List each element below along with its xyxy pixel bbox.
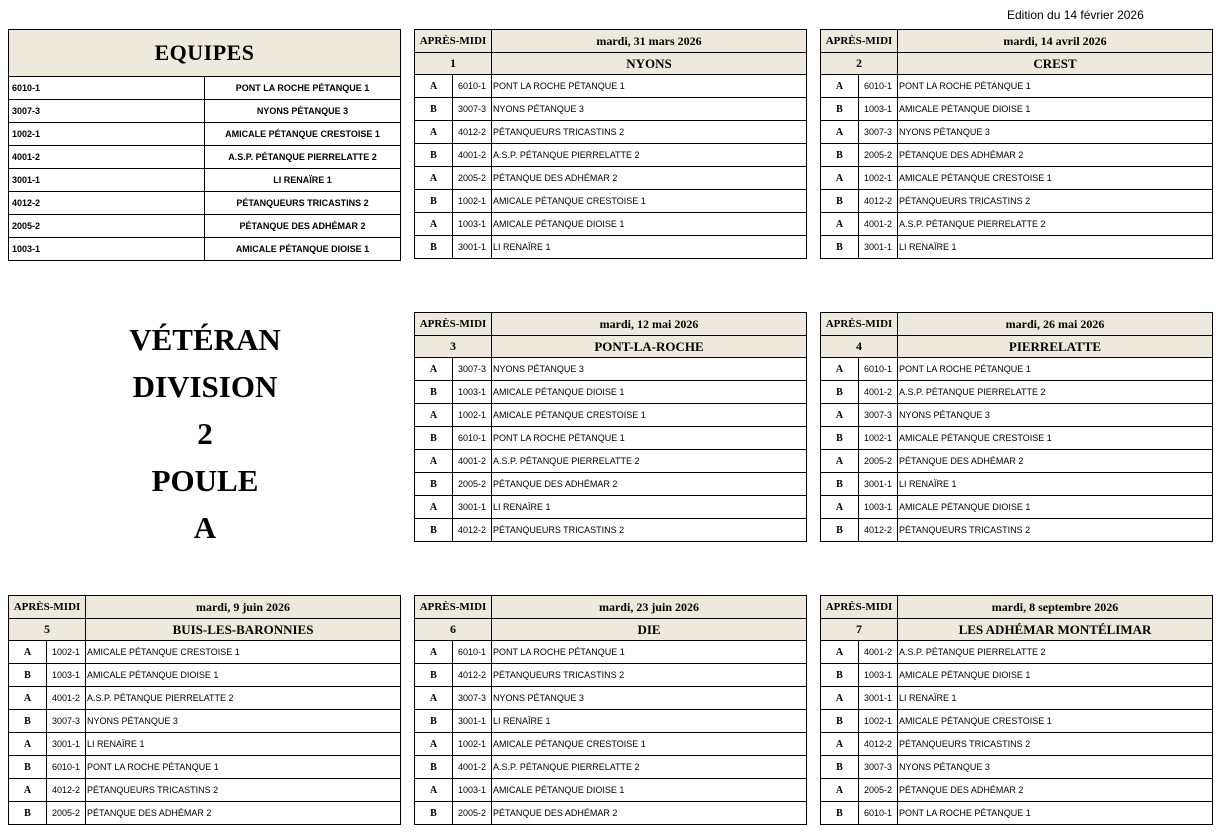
group-letter: A: [821, 496, 859, 519]
match-row: [9, 664, 401, 687]
team-code: 4012-2: [859, 190, 898, 213]
team-name: PÉTANQUE DES ADHÉMAR 2: [492, 473, 807, 496]
team-name: NYONS PÉTANQUE 3: [898, 121, 1213, 144]
group-letter: A: [821, 167, 859, 190]
group-letter: B: [821, 802, 859, 825]
group-letter: A: [821, 358, 859, 381]
team-name: PÉTANQUEURS TRICASTINS 2: [492, 519, 807, 542]
team-name: NYONS PÉTANQUE 3: [492, 98, 807, 121]
match-row: [9, 733, 401, 756]
group-letter: B: [821, 144, 859, 167]
team-code: 1002-1: [47, 641, 86, 664]
group-letter: A: [9, 733, 47, 756]
match-date: mardi, 26 mai 2026: [898, 313, 1213, 336]
match-row: [415, 121, 807, 144]
team-name: A.S.P. PÉTANQUE PIERRELATTE 2: [492, 756, 807, 779]
match-row: [821, 236, 1213, 259]
team-code: 4012-2: [453, 121, 492, 144]
team-code: 1003-1: [859, 98, 898, 121]
team-name: PONT LA ROCHE PÉTANQUE 1: [898, 358, 1213, 381]
team-name: AMICALE PÉTANQUE DIOISE 1: [898, 496, 1213, 519]
group-letter: B: [821, 381, 859, 404]
team-code: 4012-2: [453, 664, 492, 687]
team-code: 1002-1: [453, 404, 492, 427]
teams-table-title: EQUIPES: [9, 30, 401, 77]
team-code: 3001-1: [9, 169, 205, 192]
match-row: [821, 496, 1213, 519]
match-row: [415, 213, 807, 236]
team-name: NYONS PÉTANQUE 3: [205, 100, 401, 123]
match-row: [821, 144, 1213, 167]
match-row: [9, 779, 401, 802]
team-name: AMICALE PÉTANQUE CRESTOISE 1: [492, 404, 807, 427]
match-date: mardi, 8 septembre 2026: [898, 596, 1213, 619]
match-row: [415, 427, 807, 450]
team-name: A.S.P. PÉTANQUE PIERRELATTE 2: [898, 641, 1213, 664]
team-name: AMICALE PÉTANQUE DIOISE 1: [898, 98, 1213, 121]
session-label: APRÈS-MIDI: [821, 30, 898, 53]
team-code: 4001-2: [47, 687, 86, 710]
match-row: [821, 710, 1213, 733]
group-letter: A: [821, 687, 859, 710]
match-location: CREST: [898, 53, 1213, 75]
team-code: 4001-2: [453, 144, 492, 167]
team-name: PÉTANQUEURS TRICASTINS 2: [492, 664, 807, 687]
match-row: [821, 641, 1213, 664]
team-code: 1003-1: [453, 381, 492, 404]
match-row: [415, 519, 807, 542]
match-location: NYONS: [492, 53, 807, 75]
group-letter: B: [821, 473, 859, 496]
match-row: [415, 381, 807, 404]
team-code: 1002-1: [453, 190, 492, 213]
team-code: 4001-2: [859, 213, 898, 236]
match-row: [415, 358, 807, 381]
team-code: 3007-3: [859, 404, 898, 427]
team-code: 1002-1: [859, 710, 898, 733]
round-number: 6: [415, 619, 492, 641]
match-row: [415, 756, 807, 779]
team-name: A.S.P. PÉTANQUE PIERRELATTE 2: [205, 146, 401, 169]
team-code: 3007-3: [453, 98, 492, 121]
team-code: 4012-2: [859, 733, 898, 756]
match-row: [415, 190, 807, 213]
match-row: [9, 687, 401, 710]
team-row: [9, 123, 401, 146]
group-letter: B: [821, 98, 859, 121]
team-name: AMICALE PÉTANQUE CRESTOISE 1: [492, 190, 807, 213]
team-code: 6010-1: [859, 358, 898, 381]
team-code: 1002-1: [453, 733, 492, 756]
group-letter: A: [821, 121, 859, 144]
title-line: POULE: [151, 463, 259, 498]
division-title: [110, 316, 300, 551]
group-letter: B: [415, 144, 453, 167]
team-name: PÉTANQUEURS TRICASTINS 2: [898, 519, 1213, 542]
team-name: LI RENAÏRE 1: [898, 473, 1213, 496]
team-row: [9, 238, 401, 261]
team-code: 1002-1: [9, 123, 205, 146]
team-name: LI RENAÏRE 1: [898, 687, 1213, 710]
team-name: A.S.P. PÉTANQUE PIERRELATTE 2: [492, 450, 807, 473]
team-code: 1003-1: [9, 238, 205, 261]
group-letter: A: [415, 733, 453, 756]
teams-table: [8, 29, 401, 261]
team-name: PONT LA ROCHE PÉTANQUE 1: [492, 641, 807, 664]
group-letter: B: [821, 236, 859, 259]
team-name: LI RENAÏRE 1: [492, 496, 807, 519]
group-letter: B: [9, 710, 47, 733]
match-row: [821, 664, 1213, 687]
team-code: 2005-2: [859, 144, 898, 167]
session-label: APRÈS-MIDI: [415, 30, 492, 53]
team-code: 4001-2: [859, 641, 898, 664]
match-row: [415, 710, 807, 733]
group-letter: A: [9, 641, 47, 664]
round-number: 7: [821, 619, 898, 641]
match-row: [415, 404, 807, 427]
match-row: [821, 450, 1213, 473]
match-row: [821, 167, 1213, 190]
team-name: AMICALE PÉTANQUE DIOISE 1: [492, 213, 807, 236]
match-row: [415, 450, 807, 473]
group-letter: A: [9, 779, 47, 802]
team-name: PÉTANQUE DES ADHÉMAR 2: [492, 167, 807, 190]
match-row: [821, 404, 1213, 427]
group-letter: B: [821, 519, 859, 542]
group-letter: A: [9, 687, 47, 710]
round-number: 5: [9, 619, 86, 641]
match-row: [821, 519, 1213, 542]
team-name: NYONS PÉTANQUE 3: [898, 404, 1213, 427]
team-code: 3007-3: [453, 687, 492, 710]
team-name: AMICALE PÉTANQUE CRESTOISE 1: [86, 641, 401, 664]
team-name: LI RENAÏRE 1: [898, 236, 1213, 259]
match-row: [821, 190, 1213, 213]
round-number: 1: [415, 53, 492, 75]
team-name: AMICALE PÉTANQUE DIOISE 1: [205, 238, 401, 261]
group-letter: A: [415, 450, 453, 473]
group-letter: B: [415, 802, 453, 825]
team-code: 2005-2: [453, 473, 492, 496]
team-code: 3007-3: [859, 756, 898, 779]
team-row: [9, 77, 401, 100]
session-label: APRÈS-MIDI: [415, 313, 492, 336]
team-code: 1003-1: [47, 664, 86, 687]
round-number: 3: [415, 336, 492, 358]
team-name: A.S.P. PÉTANQUE PIERRELATTE 2: [492, 144, 807, 167]
team-code: 6010-1: [453, 427, 492, 450]
team-code: 4012-2: [453, 519, 492, 542]
team-code: 2005-2: [859, 450, 898, 473]
group-letter: B: [415, 381, 453, 404]
group-letter: B: [415, 236, 453, 259]
group-letter: A: [821, 404, 859, 427]
team-code: 6010-1: [9, 77, 205, 100]
team-name: PÉTANQUE DES ADHÉMAR 2: [898, 779, 1213, 802]
team-code: 3001-1: [47, 733, 86, 756]
match-row: [821, 358, 1213, 381]
match-date: mardi, 31 mars 2026: [492, 30, 807, 53]
team-code: 4001-2: [453, 756, 492, 779]
team-code: 1003-1: [453, 213, 492, 236]
session-label: APRÈS-MIDI: [9, 596, 86, 619]
team-name: LI RENAÏRE 1: [492, 236, 807, 259]
team-code: 2005-2: [47, 802, 86, 825]
match-row: [821, 473, 1213, 496]
match-row: [415, 167, 807, 190]
match-row: [821, 687, 1213, 710]
team-code: 1002-1: [859, 167, 898, 190]
team-code: 2005-2: [9, 215, 205, 238]
group-letter: B: [415, 756, 453, 779]
team-code: 2005-2: [453, 167, 492, 190]
match-row: [415, 664, 807, 687]
session-label: APRÈS-MIDI: [415, 596, 492, 619]
team-code: 6010-1: [453, 641, 492, 664]
group-letter: A: [415, 496, 453, 519]
match-location: LES ADHÉMAR MONTÉLIMAR: [898, 619, 1213, 641]
team-code: 4012-2: [859, 519, 898, 542]
team-code: 4001-2: [859, 381, 898, 404]
matchday-table: [414, 29, 807, 259]
group-letter: B: [821, 427, 859, 450]
match-row: [415, 98, 807, 121]
team-code: 3007-3: [453, 358, 492, 381]
group-letter: A: [415, 75, 453, 98]
matchday-table: [820, 595, 1213, 825]
group-letter: A: [415, 687, 453, 710]
team-code: 6010-1: [47, 756, 86, 779]
team-name: PONT LA ROCHE PÉTANQUE 1: [898, 75, 1213, 98]
team-name: PÉTANQUE DES ADHÉMAR 2: [898, 450, 1213, 473]
match-row: [821, 121, 1213, 144]
match-row: [415, 496, 807, 519]
group-letter: A: [415, 358, 453, 381]
match-row: [821, 427, 1213, 450]
team-code: 3001-1: [859, 236, 898, 259]
group-letter: B: [415, 519, 453, 542]
team-name: LI RENAÏRE 1: [86, 733, 401, 756]
match-row: [821, 779, 1213, 802]
matchday-table: [414, 595, 807, 825]
team-code: 3007-3: [47, 710, 86, 733]
team-code: 3007-3: [9, 100, 205, 123]
group-letter: B: [821, 756, 859, 779]
team-row: [9, 169, 401, 192]
match-row: [415, 144, 807, 167]
group-letter: A: [821, 779, 859, 802]
group-letter: B: [415, 190, 453, 213]
match-row: [821, 756, 1213, 779]
team-code: 3001-1: [859, 473, 898, 496]
match-location: PONT-LA-ROCHE: [492, 336, 807, 358]
team-code: 4012-2: [47, 779, 86, 802]
team-name: PÉTANQUEURS TRICASTINS 2: [492, 121, 807, 144]
team-code: 1002-1: [859, 427, 898, 450]
team-name: PONT LA ROCHE PÉTANQUE 1: [86, 756, 401, 779]
team-name: NYONS PÉTANQUE 3: [492, 358, 807, 381]
match-row: [415, 779, 807, 802]
group-letter: A: [415, 404, 453, 427]
group-letter: A: [821, 450, 859, 473]
match-date: mardi, 12 mai 2026: [492, 313, 807, 336]
group-letter: B: [415, 473, 453, 496]
title-line: A: [193, 510, 217, 545]
team-name: NYONS PÉTANQUE 3: [898, 756, 1213, 779]
match-row: [821, 802, 1213, 825]
team-code: 1003-1: [859, 664, 898, 687]
team-name: A.S.P. PÉTANQUE PIERRELATTE 2: [86, 687, 401, 710]
match-row: [821, 98, 1213, 121]
team-row: [9, 146, 401, 169]
match-row: [9, 641, 401, 664]
edition-date: Edition du 14 février 2026: [1007, 8, 1144, 22]
team-name: PONT LA ROCHE PÉTANQUE 1: [898, 802, 1213, 825]
group-letter: B: [415, 427, 453, 450]
team-code: 2005-2: [453, 802, 492, 825]
group-letter: B: [415, 664, 453, 687]
match-row: [415, 473, 807, 496]
team-name: PÉTANQUE DES ADHÉMAR 2: [86, 802, 401, 825]
group-letter: B: [415, 710, 453, 733]
team-code: 3001-1: [453, 496, 492, 519]
team-code: 6010-1: [453, 75, 492, 98]
team-name: AMICALE PÉTANQUE CRESTOISE 1: [898, 710, 1213, 733]
team-name: PONT LA ROCHE PÉTANQUE 1: [205, 77, 401, 100]
team-name: PÉTANQUE DES ADHÉMAR 2: [492, 802, 807, 825]
team-name: PÉTANQUE DES ADHÉMAR 2: [898, 144, 1213, 167]
team-name: LI RENAÏRE 1: [492, 710, 807, 733]
match-date: mardi, 23 juin 2026: [492, 596, 807, 619]
matchday-table: [820, 312, 1213, 542]
match-row: [415, 75, 807, 98]
round-number: 4: [821, 336, 898, 358]
team-code: 6010-1: [859, 802, 898, 825]
match-location: PIERRELATTE: [898, 336, 1213, 358]
group-letter: A: [415, 167, 453, 190]
match-row: [821, 213, 1213, 236]
team-name: AMICALE PÉTANQUE CRESTOISE 1: [205, 123, 401, 146]
team-name: PONT LA ROCHE PÉTANQUE 1: [492, 427, 807, 450]
match-row: [9, 710, 401, 733]
team-name: AMICALE PÉTANQUE DIOISE 1: [86, 664, 401, 687]
team-code: 3001-1: [859, 687, 898, 710]
group-letter: A: [821, 75, 859, 98]
matchday-table: [820, 29, 1213, 259]
team-name: NYONS PÉTANQUE 3: [86, 710, 401, 733]
group-letter: A: [415, 779, 453, 802]
team-name: PÉTANQUEURS TRICASTINS 2: [898, 190, 1213, 213]
match-row: [9, 756, 401, 779]
group-letter: A: [415, 213, 453, 236]
team-name: AMICALE PÉTANQUE CRESTOISE 1: [492, 733, 807, 756]
team-name: A.S.P. PÉTANQUE PIERRELATTE 2: [898, 381, 1213, 404]
title-line: VÉTÉRAN: [129, 322, 281, 357]
match-location: BUIS-LES-BARONNIES: [86, 619, 401, 641]
match-location: DIE: [492, 619, 807, 641]
group-letter: B: [9, 756, 47, 779]
match-row: [415, 641, 807, 664]
match-row: [415, 733, 807, 756]
team-code: 3007-3: [859, 121, 898, 144]
team-name: PÉTANQUE DES ADHÉMAR 2: [205, 215, 401, 238]
group-letter: B: [9, 664, 47, 687]
team-name: AMICALE PÉTANQUE DIOISE 1: [492, 381, 807, 404]
team-name: AMICALE PÉTANQUE DIOISE 1: [898, 664, 1213, 687]
team-code: 4012-2: [9, 192, 205, 215]
matchday-table: [8, 595, 401, 825]
matchday-table: [414, 312, 807, 542]
match-row: [821, 381, 1213, 404]
group-letter: B: [9, 802, 47, 825]
team-name: LI RENAÏRE 1: [205, 169, 401, 192]
match-date: mardi, 14 avril 2026: [898, 30, 1213, 53]
group-letter: B: [821, 710, 859, 733]
round-number: 2: [821, 53, 898, 75]
group-letter: B: [415, 98, 453, 121]
team-name: PONT LA ROCHE PÉTANQUE 1: [492, 75, 807, 98]
team-code: 4001-2: [9, 146, 205, 169]
team-code: 6010-1: [859, 75, 898, 98]
group-letter: A: [821, 733, 859, 756]
team-name: AMICALE PÉTANQUE CRESTOISE 1: [898, 167, 1213, 190]
team-name: NYONS PÉTANQUE 3: [492, 687, 807, 710]
match-row: [821, 75, 1213, 98]
team-name: AMICALE PÉTANQUE DIOISE 1: [492, 779, 807, 802]
team-row: [9, 192, 401, 215]
team-name: PÉTANQUEURS TRICASTINS 2: [86, 779, 401, 802]
group-letter: B: [821, 190, 859, 213]
team-code: 3001-1: [453, 710, 492, 733]
group-letter: A: [821, 213, 859, 236]
team-name: A.S.P. PÉTANQUE PIERRELATTE 2: [898, 213, 1213, 236]
group-letter: A: [415, 121, 453, 144]
match-date: mardi, 9 juin 2026: [86, 596, 401, 619]
team-name: PÉTANQUEURS TRICASTINS 2: [898, 733, 1213, 756]
team-name: AMICALE PÉTANQUE CRESTOISE 1: [898, 427, 1213, 450]
group-letter: A: [415, 641, 453, 664]
team-row: [9, 215, 401, 238]
group-letter: A: [821, 641, 859, 664]
title-line: DIVISION: [132, 369, 278, 404]
match-row: [415, 236, 807, 259]
title-line: 2: [197, 416, 213, 451]
session-label: APRÈS-MIDI: [821, 313, 898, 336]
team-code: 2005-2: [859, 779, 898, 802]
match-row: [415, 802, 807, 825]
team-name: PÉTANQUEURS TRICASTINS 2: [205, 192, 401, 215]
match-row: [415, 687, 807, 710]
team-code: 1003-1: [859, 496, 898, 519]
group-letter: B: [821, 664, 859, 687]
session-label: APRÈS-MIDI: [821, 596, 898, 619]
match-row: [9, 802, 401, 825]
team-code: 3001-1: [453, 236, 492, 259]
team-code: 4001-2: [453, 450, 492, 473]
match-row: [821, 733, 1213, 756]
team-row: [9, 100, 401, 123]
team-code: 1003-1: [453, 779, 492, 802]
